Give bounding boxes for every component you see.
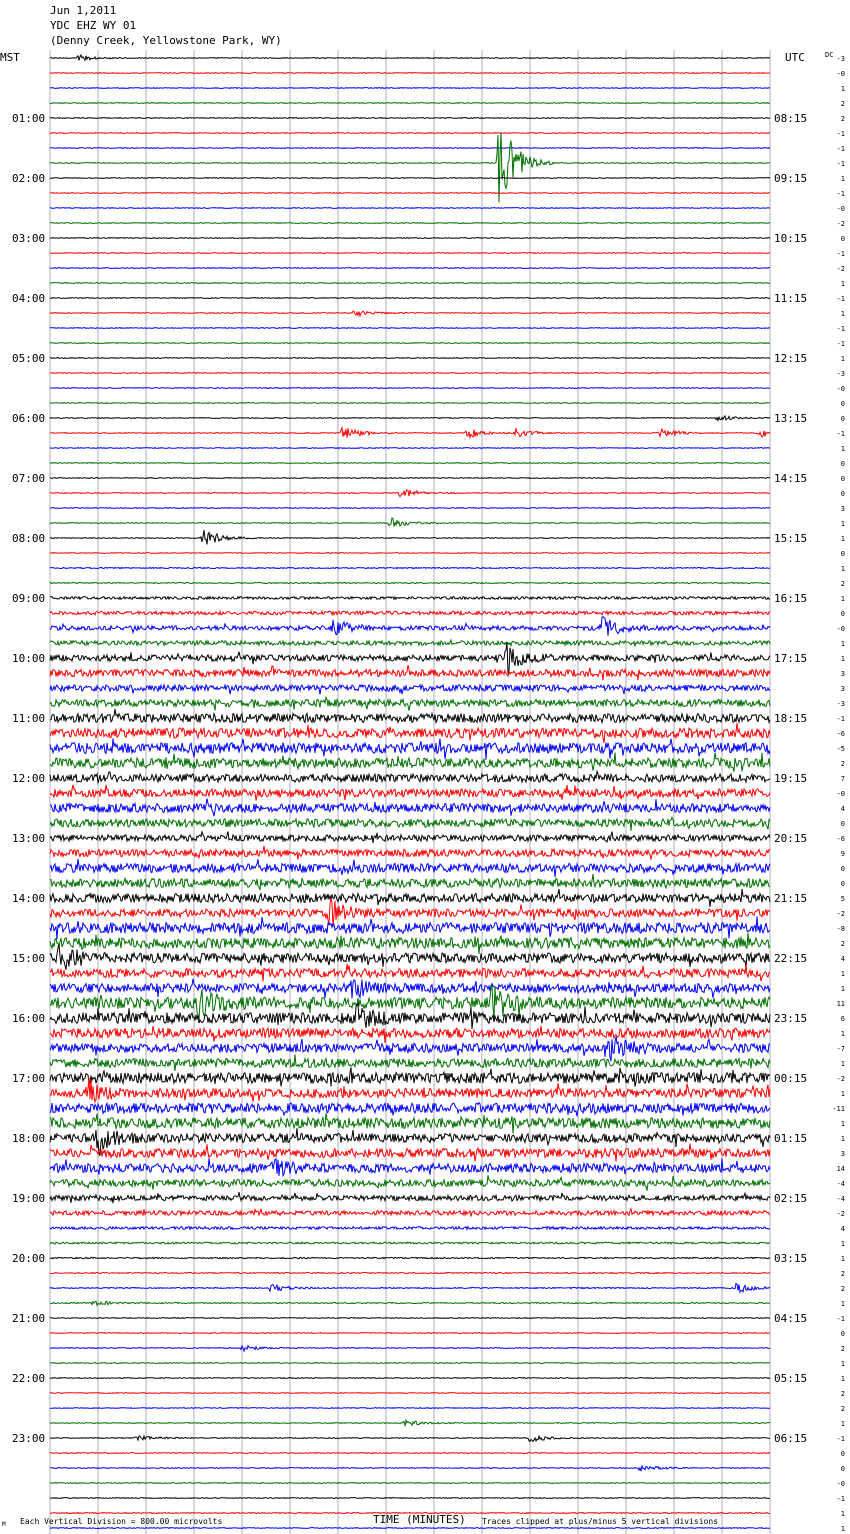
dc-offset-label: -1 bbox=[836, 295, 845, 303]
trace-line-12 bbox=[50, 238, 770, 239]
dc-offset-label: 1 bbox=[840, 1060, 845, 1068]
utc-hour-label: 06:15 bbox=[774, 1432, 808, 1445]
trace-line-50 bbox=[50, 799, 770, 817]
dc-offset-label: 0 bbox=[840, 475, 845, 483]
trace-line-92 bbox=[50, 1436, 770, 1442]
header-station: YDC EHZ WY 01 bbox=[50, 19, 137, 32]
trace-group bbox=[50, 55, 770, 1534]
mst-hour-label: 07:00 bbox=[12, 472, 46, 485]
dc-offset-label: -3 bbox=[836, 370, 845, 378]
trace-line-91 bbox=[50, 1420, 770, 1426]
mst-hour-label: 03:00 bbox=[12, 232, 46, 245]
dc-offset-label: 1 bbox=[840, 1420, 845, 1428]
mst-label: MST bbox=[0, 51, 20, 64]
dc-offset-label: -1 bbox=[836, 325, 845, 333]
trace-line-64 bbox=[50, 1004, 770, 1029]
trace-line-83 bbox=[50, 1301, 770, 1305]
trace-line-43 bbox=[50, 697, 770, 711]
trace-line-28 bbox=[50, 478, 770, 479]
dc-offset-label: -1 bbox=[836, 1495, 845, 1503]
dc-offset-label: -2 bbox=[836, 220, 845, 228]
dc-offset-label: 6 bbox=[840, 1015, 845, 1023]
trace-line-21 bbox=[50, 373, 770, 374]
trace-line-89 bbox=[50, 1393, 770, 1394]
dc-offset-label: 4 bbox=[840, 805, 845, 813]
utc-hour-label: 10:15 bbox=[774, 232, 808, 245]
trace-line-65 bbox=[50, 1026, 770, 1043]
dc-offset-label: 0 bbox=[840, 400, 845, 408]
dc-offset-label: 2 bbox=[840, 1270, 845, 1278]
dc-offset-label: -1 bbox=[836, 250, 845, 258]
dc-offset-label: 0 bbox=[840, 550, 845, 558]
dc-offset-label: 2 bbox=[840, 940, 845, 948]
dc-offset-label: 1 bbox=[840, 175, 845, 183]
dc-offset-label: -2 bbox=[836, 1075, 845, 1083]
trace-line-25 bbox=[50, 428, 770, 438]
utc-hour-label: 05:15 bbox=[774, 1372, 808, 1385]
dc-offset-label: 0 bbox=[840, 490, 845, 498]
dc-offset-label: -11 bbox=[832, 1105, 845, 1113]
dc-offset-label: -1 bbox=[836, 160, 845, 168]
trace-line-71 bbox=[50, 1113, 770, 1133]
dc-offset-label: 1 bbox=[840, 1375, 845, 1383]
trace-line-37 bbox=[50, 611, 770, 615]
dc-offset-label: 1 bbox=[840, 970, 845, 978]
trace-line-84 bbox=[50, 1318, 770, 1319]
clip-note: Traces clipped at plus/minus 5 vertical divisions bbox=[482, 1517, 719, 1526]
dc-offset-label: 5 bbox=[840, 895, 845, 903]
dc-offset-label: 0 bbox=[840, 1465, 845, 1473]
trace-line-70 bbox=[50, 1103, 770, 1117]
utc-hour-label: 15:15 bbox=[774, 532, 808, 545]
dc-offset-label: 0 bbox=[840, 235, 845, 243]
trace-line-32 bbox=[50, 530, 770, 544]
mst-hour-label: 06:00 bbox=[12, 412, 46, 425]
mst-hour-label: 23:00 bbox=[12, 1432, 46, 1445]
dc-offset-label: 1 bbox=[840, 1240, 845, 1248]
trace-line-74 bbox=[50, 1158, 770, 1176]
dc-offset-label: -7 bbox=[836, 1045, 845, 1053]
trace-line-11 bbox=[50, 223, 770, 224]
utc-hour-labels bbox=[774, 112, 807, 1445]
trace-line-35 bbox=[50, 582, 770, 583]
trace-line-41 bbox=[50, 665, 770, 680]
dc-offset-label: 1 bbox=[840, 1030, 845, 1038]
dc-offset-label: 3 bbox=[840, 685, 845, 693]
trace-line-3 bbox=[50, 103, 770, 104]
header-date: Jun 1,2011 bbox=[50, 4, 117, 17]
dc-offset-label: 14 bbox=[836, 1165, 845, 1173]
dc-offset-label: 1 bbox=[840, 1360, 845, 1368]
trace-line-98 bbox=[50, 1528, 770, 1529]
trace-line-47 bbox=[50, 753, 770, 772]
mst-hour-label: 10:00 bbox=[12, 652, 46, 665]
trace-line-52 bbox=[50, 832, 770, 843]
trace-line-76 bbox=[50, 1192, 770, 1203]
dc-offset-label: 1 bbox=[840, 565, 845, 573]
trace-line-93 bbox=[50, 1453, 770, 1454]
mst-hour-label: 05:00 bbox=[12, 352, 46, 365]
dc-offset-label: 2 bbox=[840, 1405, 845, 1413]
trace-line-48 bbox=[50, 771, 770, 783]
mst-hour-label: 19:00 bbox=[12, 1192, 46, 1205]
utc-hour-label: 17:15 bbox=[774, 652, 808, 665]
trace-line-78 bbox=[50, 1227, 770, 1230]
dc-offset-label: -2 bbox=[836, 910, 845, 918]
corner-mark: M bbox=[2, 1521, 6, 1528]
dc-offset-label: -1 bbox=[836, 130, 845, 138]
trace-line-9 bbox=[50, 193, 770, 194]
dc-offset-label: 1 bbox=[840, 85, 845, 93]
dc-offset-label: 3 bbox=[840, 670, 845, 678]
dc-offset-label: 1 bbox=[840, 310, 845, 318]
mst-hour-labels bbox=[12, 112, 45, 1445]
dc-offset-label: 1 bbox=[840, 1090, 845, 1098]
dc-offset-label: 1 bbox=[840, 1525, 845, 1533]
mst-hour-label: 21:00 bbox=[12, 1312, 46, 1325]
dc-offset-label: 1 bbox=[840, 1300, 845, 1308]
dc-offset-label: -6 bbox=[836, 835, 845, 843]
trace-line-68 bbox=[50, 1067, 770, 1086]
dc-offset-label: -4 bbox=[836, 1195, 845, 1203]
utc-hour-label: 23:15 bbox=[774, 1012, 808, 1025]
trace-line-2 bbox=[50, 88, 770, 89]
utc-hour-label: 16:15 bbox=[774, 592, 808, 605]
trace-line-80 bbox=[50, 1257, 770, 1258]
trace-line-44 bbox=[50, 709, 770, 723]
trace-line-45 bbox=[50, 723, 770, 743]
trace-line-8 bbox=[50, 178, 770, 179]
trace-line-73 bbox=[50, 1144, 770, 1162]
trace-line-14 bbox=[50, 268, 770, 269]
utc-hour-label: 03:15 bbox=[774, 1252, 808, 1265]
trace-line-90 bbox=[50, 1408, 770, 1409]
trace-line-67 bbox=[50, 1054, 770, 1071]
trace-line-33 bbox=[50, 553, 770, 554]
dc-offset-label: -3 bbox=[836, 55, 845, 63]
dc-offset-label: 1 bbox=[840, 445, 845, 453]
trace-line-69 bbox=[50, 1078, 770, 1102]
mst-hour-label: 13:00 bbox=[12, 832, 46, 845]
dc-offset-label: -0 bbox=[836, 625, 845, 633]
utc-hour-label: 04:15 bbox=[774, 1312, 808, 1325]
dc-offset-label: 1 bbox=[840, 520, 845, 528]
trace-line-58 bbox=[50, 916, 770, 939]
trace-line-82 bbox=[50, 1284, 770, 1293]
dc-offset-label: 1 bbox=[840, 595, 845, 603]
trace-line-15 bbox=[50, 283, 770, 284]
dc-offset-labels bbox=[832, 55, 845, 1534]
utc-hour-label: 22:15 bbox=[774, 952, 808, 965]
dc-offset-label: 2 bbox=[840, 580, 845, 588]
dc-offset-label: 9 bbox=[840, 850, 845, 858]
mst-hour-label: 08:00 bbox=[12, 532, 46, 545]
dc-offset-label: -0 bbox=[836, 385, 845, 393]
mst-hour-label: 15:00 bbox=[12, 952, 46, 965]
mst-hour-label: 04:00 bbox=[12, 292, 46, 305]
utc-label: UTC bbox=[785, 51, 805, 64]
trace-line-38 bbox=[50, 617, 770, 636]
trace-line-31 bbox=[50, 518, 770, 527]
trace-line-55 bbox=[50, 874, 770, 890]
dc-offset-label: -1 bbox=[836, 1315, 845, 1323]
utc-hour-label: 11:15 bbox=[774, 292, 808, 305]
dc-offset-label: 4 bbox=[840, 1225, 845, 1233]
trace-line-46 bbox=[50, 738, 770, 759]
trace-line-60 bbox=[50, 945, 770, 970]
mst-hour-label: 09:00 bbox=[12, 592, 46, 605]
trace-line-24 bbox=[50, 416, 770, 421]
trace-line-53 bbox=[50, 846, 770, 860]
dc-offset-label: 1 bbox=[840, 1255, 845, 1263]
scale-note: Each Vertical Division = 800.00 microvolts bbox=[20, 1517, 223, 1526]
utc-hour-label: 01:15 bbox=[774, 1132, 808, 1145]
trace-line-23 bbox=[50, 403, 770, 404]
mst-hour-label: 14:00 bbox=[12, 892, 46, 905]
mst-hour-label: 20:00 bbox=[12, 1252, 46, 1265]
trace-line-17 bbox=[50, 311, 770, 316]
dc-offset-label: 1 bbox=[840, 280, 845, 288]
dc-offset-label: -4 bbox=[836, 1180, 845, 1188]
dc-offset-label: -0 bbox=[836, 70, 845, 78]
dc-offset-label: -1 bbox=[836, 715, 845, 723]
trace-line-57 bbox=[50, 898, 770, 927]
trace-line-77 bbox=[50, 1209, 770, 1217]
dc-offset-label: 0 bbox=[840, 415, 845, 423]
trace-line-20 bbox=[50, 358, 770, 359]
dc-offset-label: 2 bbox=[840, 1345, 845, 1353]
mst-hour-label: 12:00 bbox=[12, 772, 46, 785]
trace-line-26 bbox=[50, 448, 770, 449]
dc-offset-label: 2 bbox=[840, 1390, 845, 1398]
utc-hour-label: 19:15 bbox=[774, 772, 808, 785]
trace-line-19 bbox=[50, 343, 770, 344]
dc-offset-label: 1 bbox=[840, 1510, 845, 1518]
trace-line-86 bbox=[50, 1346, 770, 1351]
dc-offset-label: 1 bbox=[840, 985, 845, 993]
dc-offset-label: 3 bbox=[840, 505, 845, 513]
dc-offset-label: -2 bbox=[836, 265, 845, 273]
dc-offset-label: -0 bbox=[836, 790, 845, 798]
dc-offset-label: -1 bbox=[836, 340, 845, 348]
dc-offset-label: 0 bbox=[840, 610, 845, 618]
dc-offset-label: 2 bbox=[840, 100, 845, 108]
dc-offset-label: 7 bbox=[840, 775, 845, 783]
dc-offset-label: 0 bbox=[840, 880, 845, 888]
trace-line-30 bbox=[50, 508, 770, 509]
utc-hour-label: 09:15 bbox=[774, 172, 808, 185]
utc-hour-label: 00:15 bbox=[774, 1072, 808, 1085]
trace-line-59 bbox=[50, 933, 770, 954]
trace-line-7 bbox=[50, 132, 770, 202]
mst-hour-label: 17:00 bbox=[12, 1072, 46, 1085]
mst-hour-label: 01:00 bbox=[12, 112, 46, 125]
utc-hour-label: 02:15 bbox=[774, 1192, 808, 1205]
dc-label: DC bbox=[825, 51, 834, 59]
trace-line-62 bbox=[50, 979, 770, 999]
utc-hour-label: 12:15 bbox=[774, 352, 808, 365]
trace-line-49 bbox=[50, 785, 770, 801]
mst-hour-label: 11:00 bbox=[12, 712, 46, 725]
trace-line-27 bbox=[50, 463, 770, 464]
trace-line-94 bbox=[50, 1466, 770, 1472]
dc-offset-label: -5 bbox=[836, 745, 845, 753]
utc-hour-label: 13:15 bbox=[774, 412, 808, 425]
dc-offset-label: 2 bbox=[840, 115, 845, 123]
mst-hour-label: 18:00 bbox=[12, 1132, 46, 1145]
trace-line-95 bbox=[50, 1483, 770, 1484]
dc-offset-label: 2 bbox=[840, 760, 845, 768]
trace-line-10 bbox=[50, 208, 770, 209]
trace-line-1 bbox=[50, 73, 770, 74]
dc-offset-label: 0 bbox=[840, 460, 845, 468]
dc-offset-label: -1 bbox=[836, 1435, 845, 1443]
trace-line-29 bbox=[50, 490, 770, 497]
trace-line-5 bbox=[50, 133, 770, 134]
trace-line-54 bbox=[50, 859, 770, 877]
trace-line-42 bbox=[50, 685, 770, 695]
trace-line-61 bbox=[50, 964, 770, 981]
mst-hour-label: 02:00 bbox=[12, 172, 46, 185]
dc-offset-label: -1 bbox=[836, 430, 845, 438]
dc-offset-label: -0 bbox=[836, 205, 845, 213]
dc-offset-label: 0 bbox=[840, 820, 845, 828]
dc-offset-label: 1 bbox=[840, 655, 845, 663]
dc-offset-label: -1 bbox=[836, 145, 845, 153]
trace-line-56 bbox=[50, 889, 770, 907]
dc-offset-label: -1 bbox=[836, 190, 845, 198]
dc-offset-label: 0 bbox=[840, 1450, 845, 1458]
dc-offset-label: 0 bbox=[840, 1330, 845, 1338]
dc-offset-label: 4 bbox=[840, 955, 845, 963]
trace-line-18 bbox=[50, 328, 770, 329]
x-axis-title: TIME (MINUTES) bbox=[373, 1513, 466, 1526]
trace-line-0 bbox=[50, 55, 770, 60]
dc-offset-label: -8 bbox=[836, 925, 845, 933]
dc-offset-label: 1 bbox=[840, 1135, 845, 1143]
dc-offset-label: 1 bbox=[840, 1120, 845, 1128]
mst-hour-label: 16:00 bbox=[12, 1012, 46, 1025]
trace-line-85 bbox=[50, 1333, 770, 1334]
trace-line-79 bbox=[50, 1242, 770, 1244]
utc-hour-label: 21:15 bbox=[774, 892, 808, 905]
dc-offset-label: 0 bbox=[840, 865, 845, 873]
utc-hour-label: 20:15 bbox=[774, 832, 808, 845]
dc-offset-label: 1 bbox=[840, 535, 845, 543]
trace-line-13 bbox=[50, 253, 770, 254]
trace-line-16 bbox=[50, 298, 770, 299]
trace-line-6 bbox=[50, 148, 770, 149]
dc-offset-label: -3 bbox=[836, 700, 845, 708]
trace-line-40 bbox=[50, 642, 770, 673]
dc-offset-label: 3 bbox=[840, 1150, 845, 1158]
dc-offset-label: 1 bbox=[840, 355, 845, 363]
dc-offset-label: -2 bbox=[836, 1210, 845, 1218]
utc-hour-label: 14:15 bbox=[774, 472, 808, 485]
trace-line-66 bbox=[50, 1037, 770, 1061]
dc-offset-label: 2 bbox=[840, 1285, 845, 1293]
mst-hour-label: 22:00 bbox=[12, 1372, 46, 1385]
header-location: (Denny Creek, Yellowstone Park, WY) bbox=[50, 34, 282, 47]
utc-hour-label: 18:15 bbox=[774, 712, 808, 725]
trace-line-88 bbox=[50, 1378, 770, 1379]
trace-line-51 bbox=[50, 817, 770, 831]
trace-line-75 bbox=[50, 1175, 770, 1190]
trace-line-96 bbox=[50, 1498, 770, 1499]
trace-line-87 bbox=[50, 1363, 770, 1364]
utc-hour-label: 08:15 bbox=[774, 112, 808, 125]
dc-offset-label: 1 bbox=[840, 640, 845, 648]
trace-line-22 bbox=[50, 388, 770, 389]
trace-line-36 bbox=[50, 597, 770, 600]
dc-offset-label: -0 bbox=[836, 1480, 845, 1488]
trace-line-81 bbox=[50, 1272, 770, 1273]
dc-offset-label: -6 bbox=[836, 730, 845, 738]
trace-line-4 bbox=[50, 118, 770, 119]
trace-line-39 bbox=[50, 640, 770, 646]
trace-line-34 bbox=[50, 567, 770, 568]
dc-offset-label: 11 bbox=[836, 1000, 845, 1008]
